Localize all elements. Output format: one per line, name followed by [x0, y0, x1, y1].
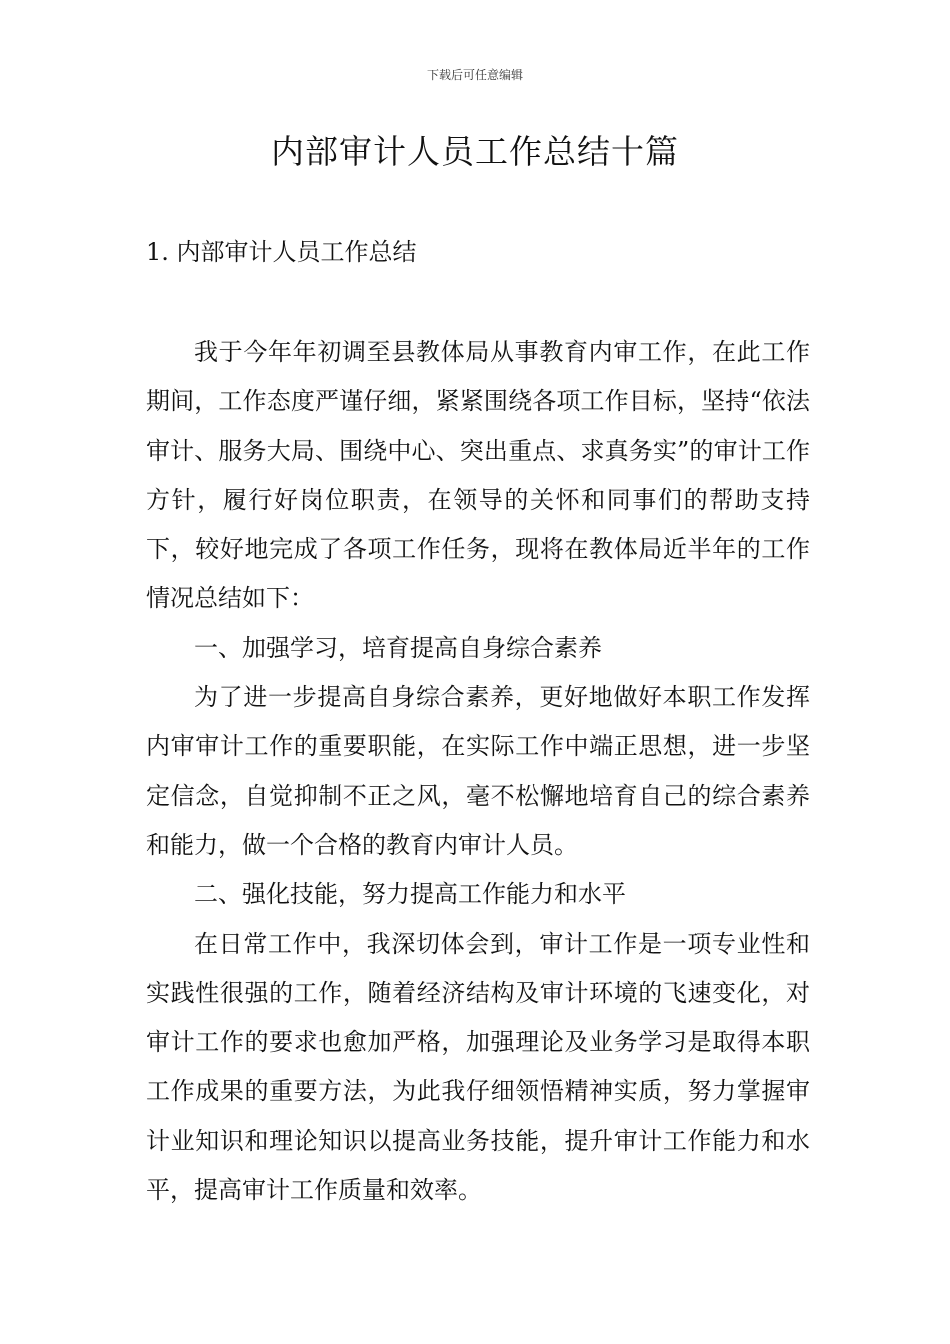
paragraph-intro: 我于今年年初调至县教体局从事教育内审工作，在此工作期间，工作态度严谨仔细，紧紧围绕各项工作目标，坚持“依法审计、服务大局、围绕中心、突出重点、求真务实”的审计工作方针，履行好岗位职责，在领导的关怀和同事们的帮助支持下，较好地完成了各项工作任务，现将在教体局近半年的工作情况总结如下：: [146, 338, 810, 613]
section-heading: 1. 内部审计人员工作总结: [146, 238, 417, 266]
subheading-skills: 二、强化技能，努力提高工作能力和水平: [194, 880, 626, 909]
paragraph-skills: 在日常工作中，我深切体会到，审计工作是一项专业性和实践性很强的工作，随着经济结构及审计环境的飞速变化，对审计工作的要求也愈加严格，加强理论及业务学习是取得本职工作成果的重要方法，为此我仔细领悟精神实质，努力掌握审计业知识和理论知识以提高业务技能，提升审计工作能力和水平，提高审计工作质量和效率。: [146, 929, 810, 1205]
paragraph-study: 为了进一步提高自身综合素养，更好地做好本职工作发挥内审审计工作的重要职能，在实际工作中端正思想，进一步坚定信念，自觉抑制不正之风，毫不松懈地培育自己的综合素养和能力，做一个合格的教育内审计人员。: [146, 683, 810, 859]
document-title: 内部审计人员工作总结十篇: [271, 132, 679, 171]
document-body: [146, 328, 810, 1215]
header-note: 下载后可任意编辑: [426, 68, 523, 82]
subheading-study: 一、加强学习，培育提高自身综合素养: [194, 633, 602, 662]
